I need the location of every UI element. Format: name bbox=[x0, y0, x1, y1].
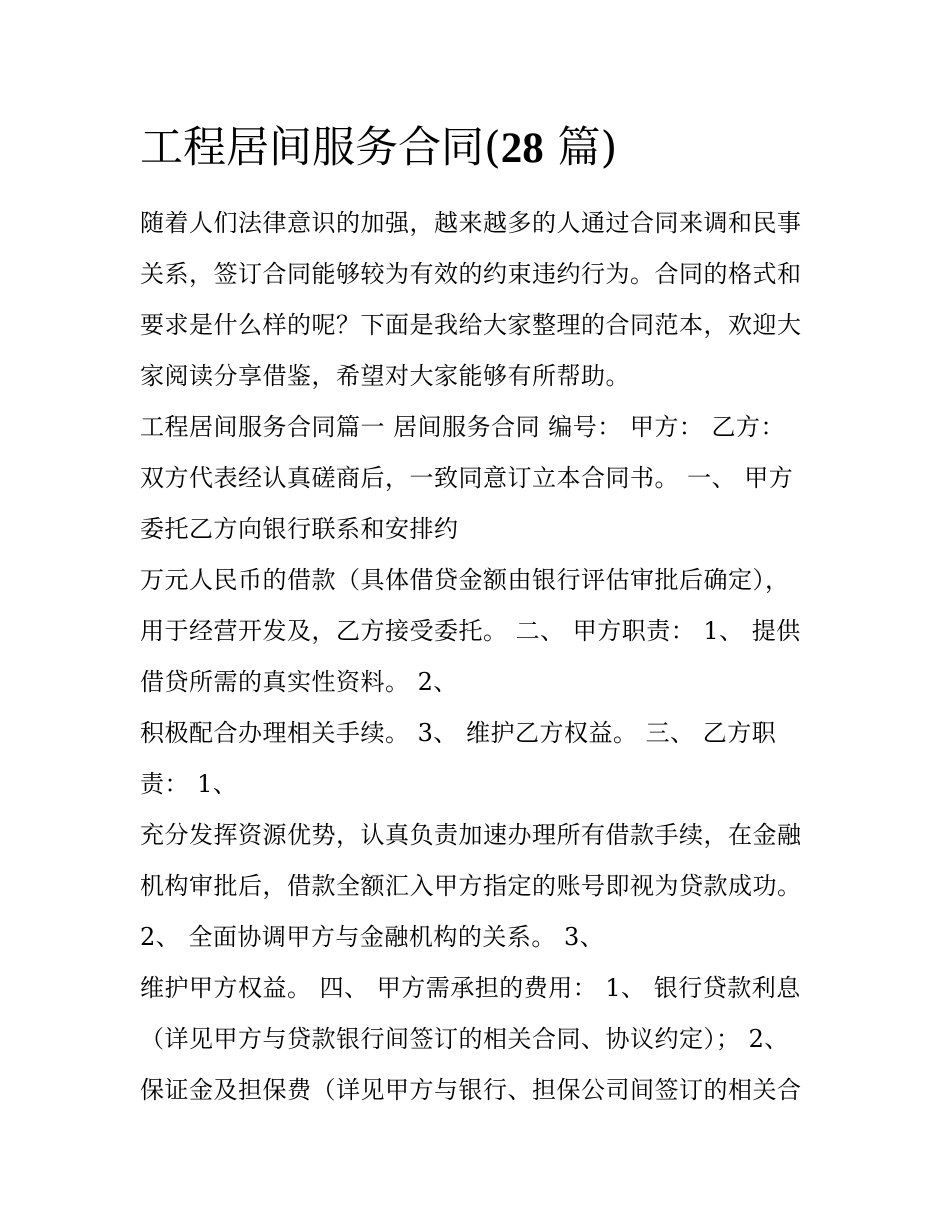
body-line: 维护甲方权益。 四、 甲方需承担的费用： 1、 银行贷款利息 bbox=[140, 974, 801, 1002]
body-line: 机构审批后，借款全额汇入甲方指定的账号即视为贷款成功。 bbox=[140, 872, 802, 900]
body-line: 保证金及担保费（详见甲方与银行、担保公司间签订的相关合 bbox=[140, 1076, 802, 1104]
body-line: 双方代表经认真磋商后，一致同意订立本合同书。 一、 甲方 bbox=[140, 464, 794, 492]
title-count: 28 bbox=[500, 125, 544, 172]
body-line: 要求是什么样的呢？下面是我给大家整理的合同范本，欢迎大 bbox=[140, 311, 802, 339]
body-line: 关系，签订合同能够较为有效的约束违约行为。合同的格式和 bbox=[140, 260, 802, 288]
body-line: 随着人们法律意识的加强，越来越多的人通过合同来调和民事 bbox=[140, 209, 802, 237]
body-line: 用于经营开发及，乙方接受委托。 二、 甲方职责： 1、 提供 bbox=[140, 617, 801, 645]
body-line: 委托乙方向银行联系和安排约 bbox=[140, 515, 459, 543]
document-body bbox=[140, 198, 820, 1116]
body-line: 万元人民币的借款（具体借贷金额由银行评估审批后确定）， bbox=[140, 566, 790, 594]
body-line: 家阅读分享借鉴，希望对大家能够有所帮助。 bbox=[140, 362, 630, 390]
body-line: （详见甲方与贷款银行间签订的相关合同、协议约定）； 2、 bbox=[140, 1025, 789, 1053]
body-line: 责： 1、 bbox=[140, 770, 238, 798]
title-prefix: 工程居间服务合同( bbox=[140, 123, 501, 173]
document-title bbox=[140, 118, 617, 179]
body-line: 2、 全面协调甲方与金融机构的关系。 3、 bbox=[140, 923, 605, 951]
title-suffix: 篇) bbox=[543, 123, 618, 173]
body-line: 积极配合办理相关手续。 3、 维护乙方权益。 三、 乙方职 bbox=[140, 719, 777, 747]
body-line: 充分发挥资源优势，认真负责加速办理所有借款手续，在金融 bbox=[140, 821, 802, 849]
body-line: 借贷所需的真实性资料。 2、 bbox=[140, 668, 458, 696]
body-line: 工程居间服务合同篇一 居间服务合同 编号： 甲方： 乙方： bbox=[140, 413, 786, 441]
